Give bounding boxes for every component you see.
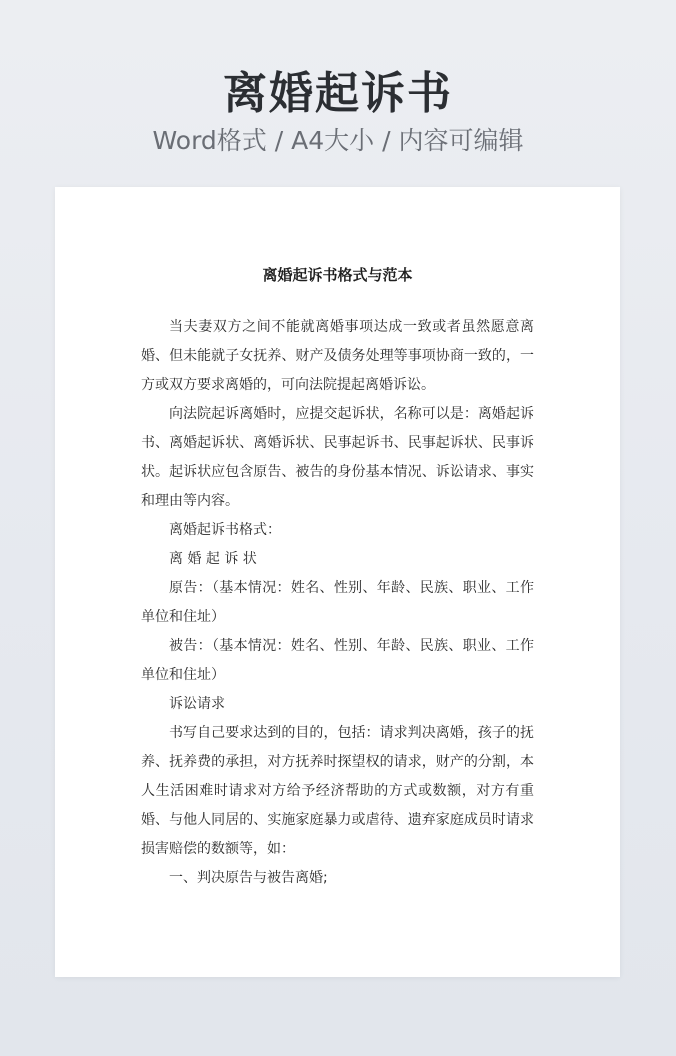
paragraph-filing: 向法院起诉离婚时，应提交起诉状，名称可以是：离婚起诉书、离婚起诉状、离婚诉状、民事起诉书、民事起诉状、民事诉状。起诉状应包含原告、被告的身份基本情况、诉讼请求、事实和理由等内容。: [141, 406, 534, 509]
document-body: [141, 313, 534, 893]
document-page: [55, 187, 620, 977]
page-title: 离婚起诉书: [223, 68, 453, 119]
document-title: 离婚起诉书格式与范本: [262, 266, 413, 284]
paragraph-plaintiff: 原告：（基本情况：姓名、性别、年龄、民族、职业、工作单位和住址）: [141, 580, 534, 625]
page-subtitle: Word格式 / A4大小 / 内容可编辑: [152, 126, 524, 155]
paragraph-claims-detail: 书写自己要求达到的目的，包括：请求判决离婚，孩子的抚养、抚养费的承担，对方抚养时探望权的请求，财产的分割，本人生活困难时请求对方给予经济帮助的方式或数额，对方有重婚、与他人同居的、实施家庭暴力或虐待、遗弃家庭成员时请求损害赔偿的数额等，如：: [141, 725, 534, 857]
header: [0, 66, 676, 158]
paragraph-form-title: 离 婚 起 诉 状: [169, 551, 257, 567]
paragraph-defendant: 被告：（基本情况：姓名、性别、年龄、民族、职业、工作单位和住址）: [141, 638, 534, 683]
paragraph-claim-one: 一、判决原告与被告离婚;: [169, 870, 328, 886]
paragraph-format-heading: 离婚起诉书格式：: [169, 522, 281, 538]
paragraph-intro: 当夫妻双方之间不能就离婚事项达成一致或者虽然愿意离婚、但未能就子女抚养、财产及债务处理等事项协商一致的，一方或双方要求离婚的，可向法院提起离婚诉讼。: [141, 319, 534, 393]
paragraph-claims-heading: 诉讼请求: [169, 696, 225, 712]
